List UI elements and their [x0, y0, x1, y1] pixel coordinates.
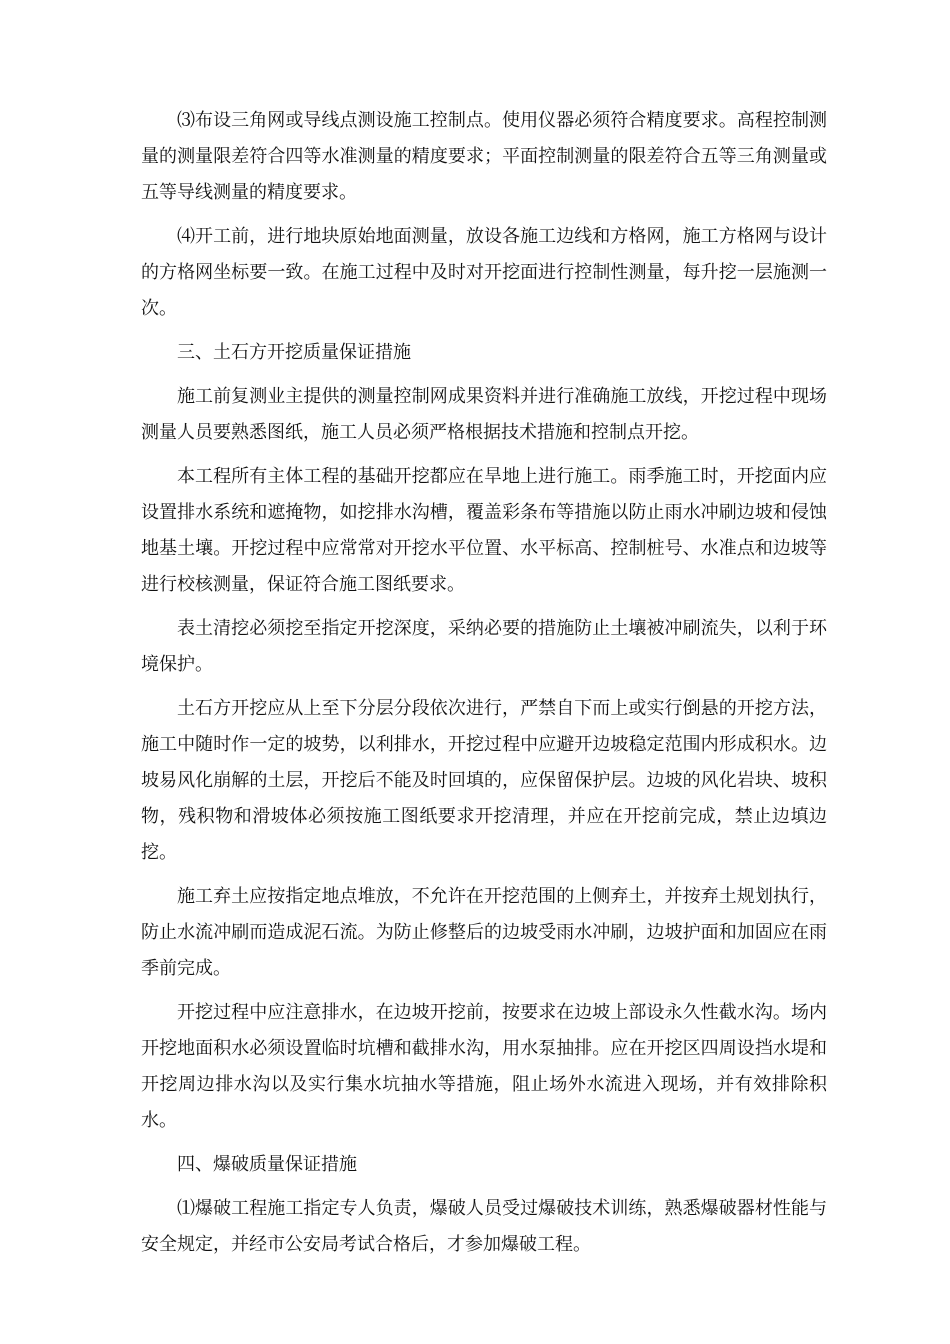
section-heading-blasting-quality: 四、爆破质量保证措施 [177, 1154, 357, 1175]
paragraph-drainage: 开挖过程中应注意排水，在边坡开挖前，按要求在边坡上部设永久性截水沟。场内开挖地面积水必须设置临时坑槽和截排水沟，用水泵抽排。应在开挖区四周设挡水堤和开挖周边排水沟以及实行集水坑抽水等措施，阻止场外水流进入现场，并有效排除积水。 [141, 1002, 827, 1131]
paragraph-topsoil-clearing: 表土清挖必须挖至指定开挖深度，采纳必要的措施防止土壤被冲刷流失，以利于环境保护。 [141, 618, 827, 675]
paragraph-survey-control-points: ⑶布设三角网或导线点测设施工控制点。使用仪器必须符合精度要求。高程控制测量的测量限差符合四等水准测量的精度要求；平面控制测量的限差符合五等三角测量或五等导线测量的精度要求。 [141, 110, 827, 203]
paragraph-recheck-survey-network: 施工前复测业主提供的测量控制网成果资料并进行准确施工放线，开挖过程中现场测量人员要熟悉图纸，施工人员必须严格根据技术措施和控制点开挖。 [141, 386, 827, 443]
paragraph-blasting-personnel: ⑴爆破工程施工指定专人负责，爆破人员受过爆破技术训练，熟悉爆破器材性能与安全规定，并经市公安局考试合格后，才参加爆破工程。 [141, 1198, 827, 1255]
paragraph-pre-construction-survey: ⑷开工前，进行地块原始地面测量，放设各施工边线和方格网，施工方格网与设计的方格网坐标要一致。在施工过程中及时对开挖面进行控制性测量，每升挖一层施测一次。 [141, 226, 827, 319]
paragraph-layered-excavation: 土石方开挖应从上至下分层分段依次进行，严禁自下而上或实行倒悬的开挖方法，施工中随时作一定的坡势，以利排水，开挖过程中应避开边坡稳定范围内形成积水。边坡易风化崩解的土层，开挖后不能及时回填的，应保留保护层。边坡的风化岩块、坡积物，残积物和滑坡体必须按施工图纸要求开挖清理，并应在开挖前完成，禁止边填边挖。 [141, 698, 827, 863]
paragraph-spoil-disposal: 施工弃土应按指定地点堆放，不允许在开挖范围的上侧弃土，并按弃土规划执行，防止水流冲刷而造成泥石流。为防止修整后的边坡受雨水冲刷，边坡护面和加固应在雨季前完成。 [141, 886, 827, 979]
document-body [141, 103, 827, 1271]
section-heading-earthwork-quality: 三、土石方开挖质量保证措施 [177, 342, 411, 363]
paragraph-dry-ground-excavation: 本工程所有主体工程的基础开挖都应在旱地上进行施工。雨季施工时，开挖面内应设置排水系统和遮掩物，如挖排水沟槽，覆盖彩条布等措施以防止雨水冲刷边坡和侵蚀地基土壤。开挖过程中应常常对开挖水平位置、水平标高、控制桩号、水准点和边坡等进行校核测量，保证符合施工图纸要求。 [141, 466, 827, 595]
